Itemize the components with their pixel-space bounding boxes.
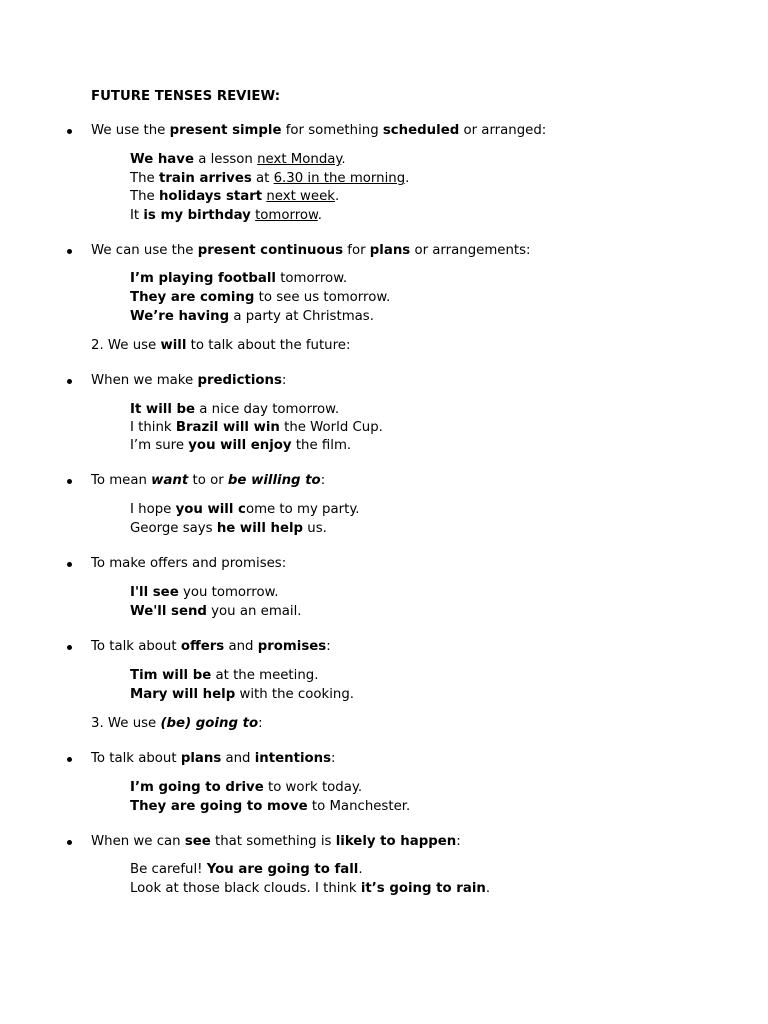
text-run: We can use the <box>91 243 198 258</box>
bullet-item <box>91 372 286 390</box>
text-run: tomorrow. <box>275 271 348 286</box>
example-sentence <box>130 188 339 206</box>
text-run: I hope <box>130 502 176 517</box>
text-run: : <box>326 639 331 654</box>
text-run: with the cooking. <box>235 687 355 702</box>
text-run: . <box>335 189 340 204</box>
text-run: at <box>251 171 274 186</box>
bullet-item <box>91 833 461 851</box>
text-run: Be careful! <box>130 862 207 877</box>
text-run: They are coming <box>130 290 255 305</box>
text-run: will <box>160 338 187 353</box>
document-title: FUTURE TENSES REVIEW: <box>91 89 281 104</box>
text-run: When we make <box>91 373 198 388</box>
example-sentence <box>130 401 339 419</box>
text-run: The <box>130 171 159 186</box>
text-run: to talk about the future: <box>186 338 351 353</box>
text-run: We have <box>130 152 194 167</box>
text-run: is my birthday <box>143 208 251 223</box>
example-sentence <box>130 419 383 437</box>
text-run: We’re having <box>130 309 230 324</box>
example-sentence <box>130 151 346 169</box>
text-run: . <box>485 881 491 896</box>
text-run: offers <box>180 639 225 654</box>
text-run: present continuous <box>197 243 344 258</box>
text-run: Brazil will win <box>175 420 280 435</box>
text-run: a party at Christmas. <box>229 309 374 324</box>
text-run: be willing to <box>227 473 321 488</box>
text-run: intentions <box>254 751 332 766</box>
example-sentence <box>130 667 318 685</box>
text-run: I’m sure <box>130 438 189 453</box>
text-run: scheduled <box>382 123 460 138</box>
text-run: It will be <box>130 402 196 417</box>
text-run: at the meeting. <box>211 668 319 683</box>
text-run: to see us tomorrow. <box>254 290 391 305</box>
bullet-dot-icon <box>67 840 72 845</box>
text-run: To talk about <box>91 639 181 654</box>
text-run: to Manchester. <box>307 799 411 814</box>
section-heading <box>91 337 350 355</box>
text-run: a nice day tomorrow. <box>195 402 340 417</box>
text-run: . <box>358 862 363 877</box>
text-run: Look at those black clouds. I think <box>130 881 361 896</box>
text-run: We use the <box>91 123 170 138</box>
text-run: plans <box>180 751 222 766</box>
example-sentence <box>130 584 278 602</box>
bullet-dot-icon <box>67 379 72 384</box>
text-run: I think <box>130 420 176 435</box>
text-run: To talk about <box>91 751 181 766</box>
text-run: I’m playing football <box>130 271 276 286</box>
text-run: . <box>405 171 410 186</box>
example-sentence <box>130 779 362 797</box>
text-run: . <box>341 152 346 167</box>
text-run: next Monday <box>257 152 342 167</box>
text-run: 3. We use <box>91 716 161 731</box>
bullet-item <box>91 122 546 140</box>
text-run: : <box>281 373 287 388</box>
bullet-item <box>91 472 325 490</box>
section-heading <box>91 715 263 733</box>
text-run: It <box>130 208 144 223</box>
text-run: When we can <box>91 834 185 849</box>
example-sentence <box>130 170 409 188</box>
bullet-dot-icon <box>67 479 72 484</box>
text-run: or arrangements: <box>410 243 531 258</box>
text-run: next week <box>266 189 335 204</box>
text-run: To make offers and promises: <box>91 556 287 571</box>
text-run: present simple <box>169 123 282 138</box>
text-run: the film. <box>291 438 352 453</box>
text-run: The <box>130 189 159 204</box>
text-run: he will help <box>216 521 304 536</box>
text-run: see <box>184 834 211 849</box>
text-run: for something <box>281 123 383 138</box>
text-run: and <box>224 639 258 654</box>
text-run: it’s going to rain <box>360 881 486 896</box>
text-run: want <box>151 473 189 488</box>
text-run: to or <box>188 473 228 488</box>
text-run: To mean <box>91 473 152 488</box>
bullet-item <box>91 242 531 260</box>
text-run: I’m going to drive <box>130 780 264 795</box>
text-run: to work today. <box>263 780 363 795</box>
bullet-dot-icon <box>67 129 72 134</box>
example-sentence <box>130 686 354 704</box>
text-run: Tim will be <box>130 668 212 683</box>
text-run: : <box>456 834 461 849</box>
text-run: you tomorrow. <box>178 585 279 600</box>
text-run: Mary will help <box>130 687 236 702</box>
text-run: promises <box>257 639 327 654</box>
text-run: You are going to fall <box>206 862 359 877</box>
text-run: or arranged: <box>459 123 547 138</box>
text-run: 2. We use <box>91 338 161 353</box>
bullet-item <box>91 638 331 656</box>
text-run: plans <box>369 243 411 258</box>
text-run: . <box>317 208 322 223</box>
text-run: ome to my party. <box>245 502 360 517</box>
example-sentence <box>130 207 322 225</box>
example-sentence <box>130 880 490 898</box>
text-run: you will enjoy <box>188 438 292 453</box>
example-sentence <box>130 603 302 621</box>
text-run: 6.30 in the morning <box>273 171 406 186</box>
example-sentence <box>130 501 360 519</box>
text-run: They are going to move <box>130 799 308 814</box>
example-sentence <box>130 437 351 455</box>
text-run: : <box>258 716 263 731</box>
bullet-dot-icon <box>67 757 72 762</box>
text-run: likely to happen <box>335 834 457 849</box>
text-run: the World Cup. <box>279 420 383 435</box>
text-run: that something is <box>210 834 336 849</box>
example-sentence <box>130 798 410 816</box>
text-run: George says <box>130 521 217 536</box>
text-run: : <box>331 751 336 766</box>
bullet-dot-icon <box>67 249 72 254</box>
example-sentence <box>130 270 347 288</box>
text-run: for <box>343 243 370 258</box>
bullet-item <box>91 750 336 768</box>
text-run: predictions <box>197 373 282 388</box>
text-run: holidays start <box>158 189 263 204</box>
bullet-dot-icon <box>67 562 72 567</box>
text-run: (be) going to <box>160 716 259 731</box>
text-run: train arrives <box>158 171 252 186</box>
text-run: you an email. <box>206 604 302 619</box>
text-run: tomorrow <box>255 208 318 223</box>
text-run: I'll see <box>130 585 179 600</box>
bullet-dot-icon <box>67 645 72 650</box>
bullet-item <box>91 555 286 573</box>
text-run: us. <box>303 521 327 536</box>
text-run: and <box>221 751 255 766</box>
text-run: We'll send <box>130 604 207 619</box>
text-run: you will c <box>175 502 246 517</box>
example-sentence <box>130 861 363 879</box>
text-run: a lesson <box>193 152 258 167</box>
example-sentence <box>130 520 327 538</box>
text-run: : <box>320 473 326 488</box>
example-sentence <box>130 289 390 307</box>
example-sentence <box>130 308 374 326</box>
